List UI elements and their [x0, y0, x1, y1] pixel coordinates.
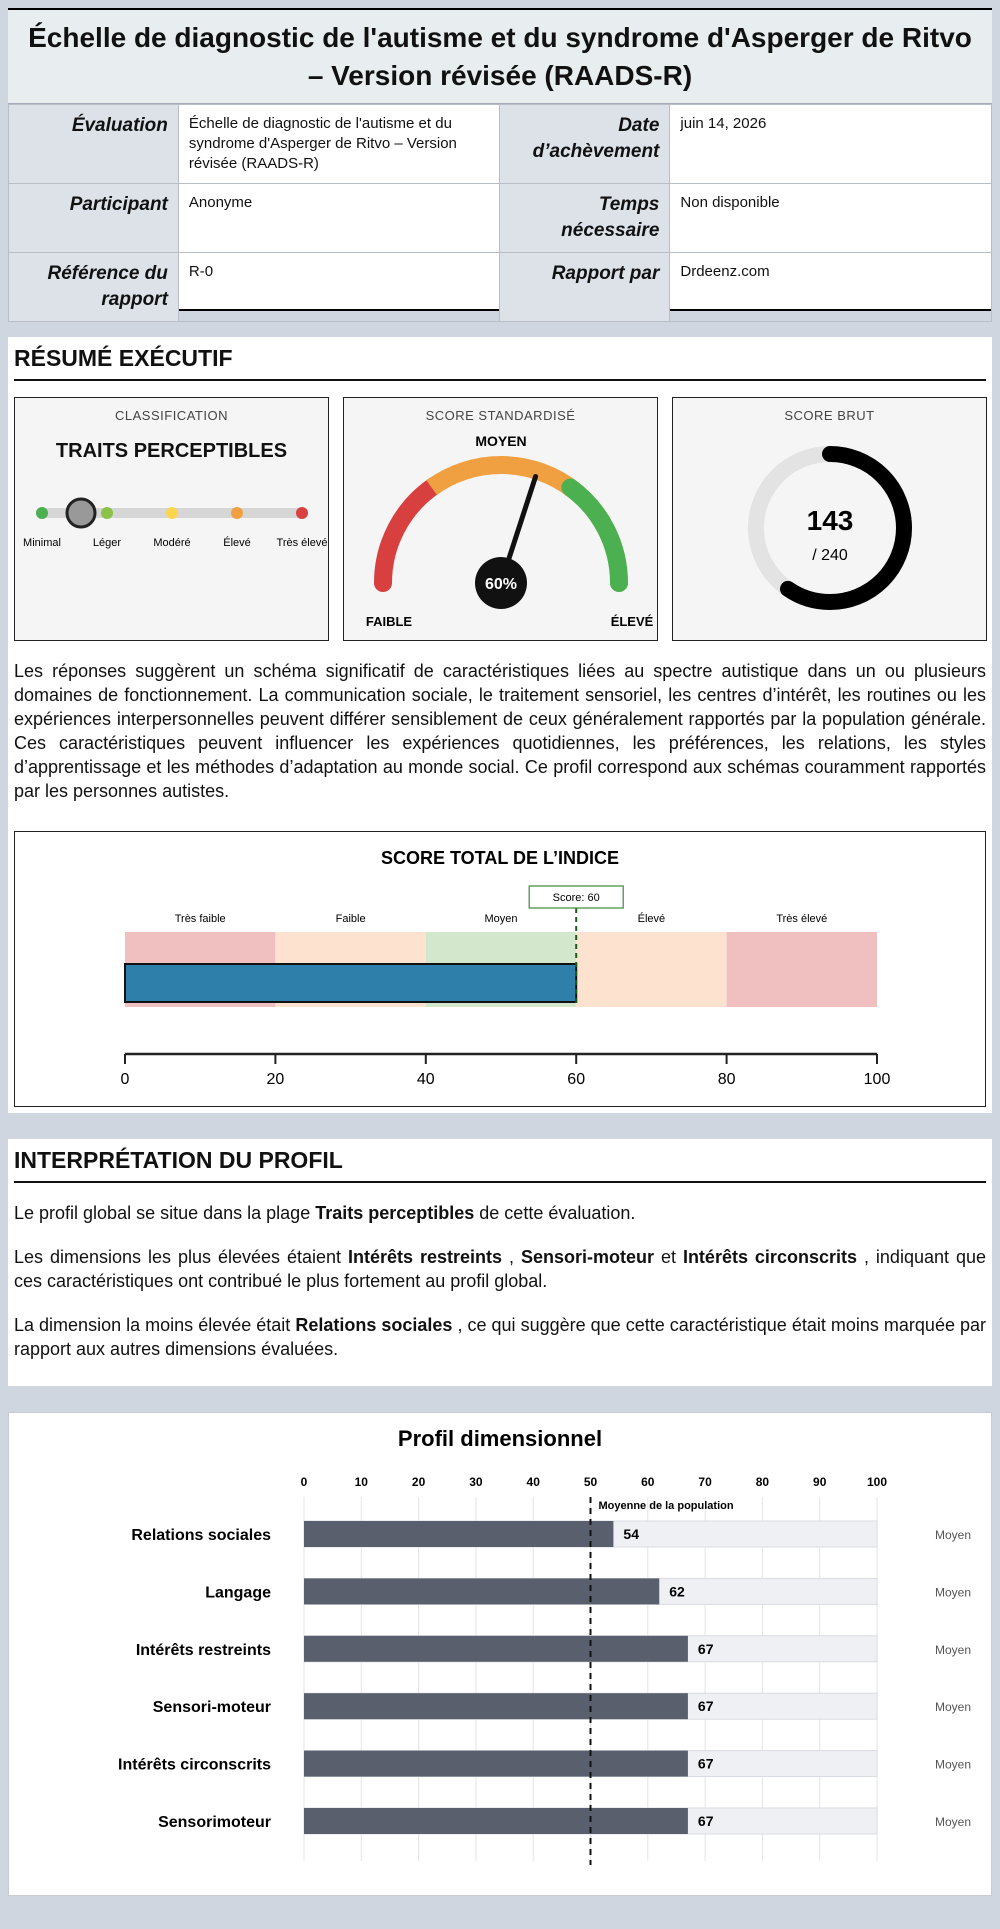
gauge-low-arc — [383, 485, 435, 583]
x-tick-label: 80 — [717, 1071, 736, 1088]
score-annotation: Score: 60 — [552, 892, 600, 904]
report-title: Échelle de diagnostic de l'autisme et du syndrome d'Asperger de Ritvo – Version révisée (RAADS-R) — [8, 10, 992, 104]
x-tick-label: 20 — [411, 1475, 426, 1489]
dimension-level: Moyen — [934, 1642, 972, 1657]
standardized-label: SCORE STANDARDISÉ — [425, 408, 576, 423]
x-tick-label: 0 — [300, 1475, 308, 1489]
x-tick-label: 80 — [755, 1475, 770, 1489]
x-tick-label: 0 — [120, 1071, 130, 1088]
meta-value: R-0 — [178, 253, 500, 322]
standardized-score-card — [343, 397, 658, 641]
gauge-band-label: MOYEN — [475, 433, 527, 449]
x-tick-label: 90 — [813, 1475, 827, 1489]
scale-dot — [296, 507, 308, 519]
meta-value: Anonyme — [178, 184, 500, 253]
section-title: RÉSUMÉ EXÉCUTIF — [14, 345, 233, 371]
meta-label: Évaluation — [9, 105, 179, 184]
summary-paragraph: Les réponses suggèrent un schéma significatif de caractéristiques liées au spectre autistique dans un ou plusieurs domaines de fonctionnement. La communication sociale, le traitement sensoriel, les centres d’intérêt, les routines ou les expériences interpersonnelles peuvent différer sensiblement de ceux généralement rapportés par la population générale. Ces caractéristiques peuvent influencer les expériences quotidiennes, les préférences, les relations, les styles d’apprentissage et les méthodes d’adaptation au monde social. Ce profil correspond aux schémas couramment rapportés par les personnes autistes. — [14, 661, 986, 801]
dimension-bar — [304, 1751, 688, 1777]
metadata-row — [9, 105, 992, 184]
dimension-level: Moyen — [934, 1528, 972, 1542]
dimension-label: Intérêts circonscrits — [118, 1756, 271, 1774]
meta-label: Référence du rapport — [9, 253, 179, 322]
meta-label: Date d’achèvement — [500, 105, 670, 184]
score-band — [727, 932, 877, 1007]
gauge-mid-arc — [432, 465, 574, 490]
meta-label: Participant — [9, 184, 179, 253]
interpretation-paragraph-1: Le profil global se situe dans la plage Traits perceptibles de cette évaluation. — [14, 1203, 636, 1223]
x-tick-label: 100 — [863, 1071, 891, 1088]
scale-level-label: Élevé — [223, 537, 251, 549]
x-tick-label: 20 — [266, 1071, 285, 1088]
dimension-label: Intérêts restreints — [135, 1641, 271, 1659]
scale-dot — [36, 507, 48, 519]
profile-interpretation-section — [8, 1139, 992, 1386]
dimension-level: Moyen — [934, 1815, 972, 1829]
scale-level-label: Léger — [92, 537, 122, 549]
dimension-label: Sensorimoteur — [158, 1814, 271, 1831]
dimension-level: Moyen — [934, 1585, 972, 1600]
scale-level-label: Très élevé — [276, 537, 328, 549]
meta-label: Temps nécessaire — [500, 184, 670, 253]
x-tick-label: 70 — [698, 1475, 712, 1489]
x-tick-label: 40 — [526, 1475, 540, 1489]
dimension-row — [205, 1578, 971, 1604]
x-tick-label: 40 — [416, 1071, 435, 1088]
dimensional-profile-chart — [9, 1413, 991, 1895]
classification-scale — [15, 488, 328, 648]
section-divider — [14, 379, 986, 381]
x-tick-label: 60 — [567, 1071, 586, 1088]
chart-title: SCORE TOTAL DE L’INDICE — [380, 848, 620, 868]
dimension-bar — [304, 1521, 613, 1547]
band-label: Faible — [335, 913, 366, 925]
raw-score-value: 143 — [806, 505, 854, 536]
meta-value: Échelle de diagnostic de l'autisme et du syndrome d'Asperger de Ritvo – Version révisée (RAADS-R) — [178, 105, 500, 184]
meta-value: Drdeenz.com — [670, 253, 992, 322]
total-index-svg — [15, 832, 985, 1106]
x-tick-label: 50 — [583, 1475, 598, 1489]
band-label: Très faible — [174, 913, 226, 925]
x-tick-label: 60 — [641, 1475, 655, 1489]
executive-summary-section — [8, 337, 992, 1113]
dimension-row — [136, 1636, 971, 1662]
chart-title: Profil dimensionnel — [397, 1426, 603, 1451]
dimension-value: 67 — [697, 1755, 714, 1772]
raw-score-label: SCORE BRUT — [784, 408, 875, 423]
dimension-value: 67 — [697, 1698, 714, 1715]
gauge-low-label: FAIBLE — [365, 614, 413, 629]
dimension-row — [153, 1693, 971, 1719]
scale-level-label: Minimal — [23, 537, 61, 549]
dimension-bar — [304, 1808, 688, 1834]
gauge-high-label: ÉLEVÉ — [610, 614, 654, 629]
dimension-bar — [304, 1578, 659, 1604]
x-tick-label: 30 — [469, 1475, 483, 1489]
gauge — [344, 426, 657, 641]
scale-dot — [231, 507, 243, 519]
gauge-value: 60% — [484, 576, 518, 593]
dimension-row — [118, 1751, 971, 1777]
raw-score-ring — [673, 428, 986, 638]
population-mean-label: Moyenne de la population — [598, 1500, 734, 1512]
dimension-bar — [304, 1693, 688, 1719]
dimension-value: 67 — [697, 1640, 714, 1657]
section-divider — [14, 1181, 986, 1183]
raw-score-max: / 240 — [812, 547, 848, 564]
dimension-level: Moyen — [934, 1700, 972, 1715]
dimension-value: 54 — [623, 1526, 639, 1542]
meta-label: Rapport par — [500, 253, 670, 322]
meta-value: juin 14, 2026 — [670, 105, 992, 184]
dimensional-profile-section — [8, 1412, 992, 1896]
scale-dot — [101, 507, 113, 519]
dimension-label: Relations sociales — [131, 1527, 271, 1544]
dimension-level: Moyen — [934, 1757, 972, 1772]
score-band — [576, 932, 726, 1007]
dimension-label: Langage — [205, 1584, 271, 1602]
metadata-row — [9, 184, 992, 253]
scale-level-label: Modéré — [153, 537, 191, 549]
band-label: Élevé — [637, 913, 666, 925]
classification-label: CLASSIFICATION — [115, 408, 228, 423]
interpretation-paragraph-3: La dimension la moins élevée était Relations sociales , ce qui suggère que cette caractéristique était moins marquée par rapport aux autres dimensions évaluées. — [14, 1315, 987, 1359]
dimension-row — [158, 1808, 971, 1834]
interpretation-paragraph-2: Les dimensions les plus élevées étaient Intérêts restreints , Sensori-moteur et Intérêts circonscrits , indiquant que ces caractéristiques ont contribué le plus fortement au profil global. — [14, 1247, 986, 1291]
metadata-table — [8, 104, 992, 322]
classification-card — [14, 397, 329, 641]
total-index-chart — [14, 831, 986, 1107]
dimension-bar — [304, 1636, 688, 1662]
section-title: INTERPRÉTATION DU PROFIL — [14, 1147, 343, 1173]
scale-dot — [166, 507, 178, 519]
dimension-value: 67 — [697, 1813, 714, 1829]
scale-marker — [67, 499, 95, 527]
meta-value: Non disponible — [670, 184, 992, 253]
x-tick-label: 10 — [354, 1475, 368, 1489]
report-header — [8, 8, 992, 311]
band-label: Moyen — [484, 913, 518, 925]
score-bar — [125, 964, 576, 1002]
classification-value: TRAITS PERCEPTIBLES — [55, 440, 288, 462]
dimension-row — [131, 1521, 971, 1547]
metadata-row — [9, 253, 992, 322]
x-tick-label: 100 — [866, 1475, 888, 1489]
gauge-high-arc — [570, 488, 619, 583]
dimension-label: Sensori-moteur — [152, 1699, 271, 1717]
band-label: Très élevé — [776, 913, 828, 925]
dimension-value: 62 — [669, 1583, 685, 1600]
raw-score-card — [672, 397, 987, 641]
